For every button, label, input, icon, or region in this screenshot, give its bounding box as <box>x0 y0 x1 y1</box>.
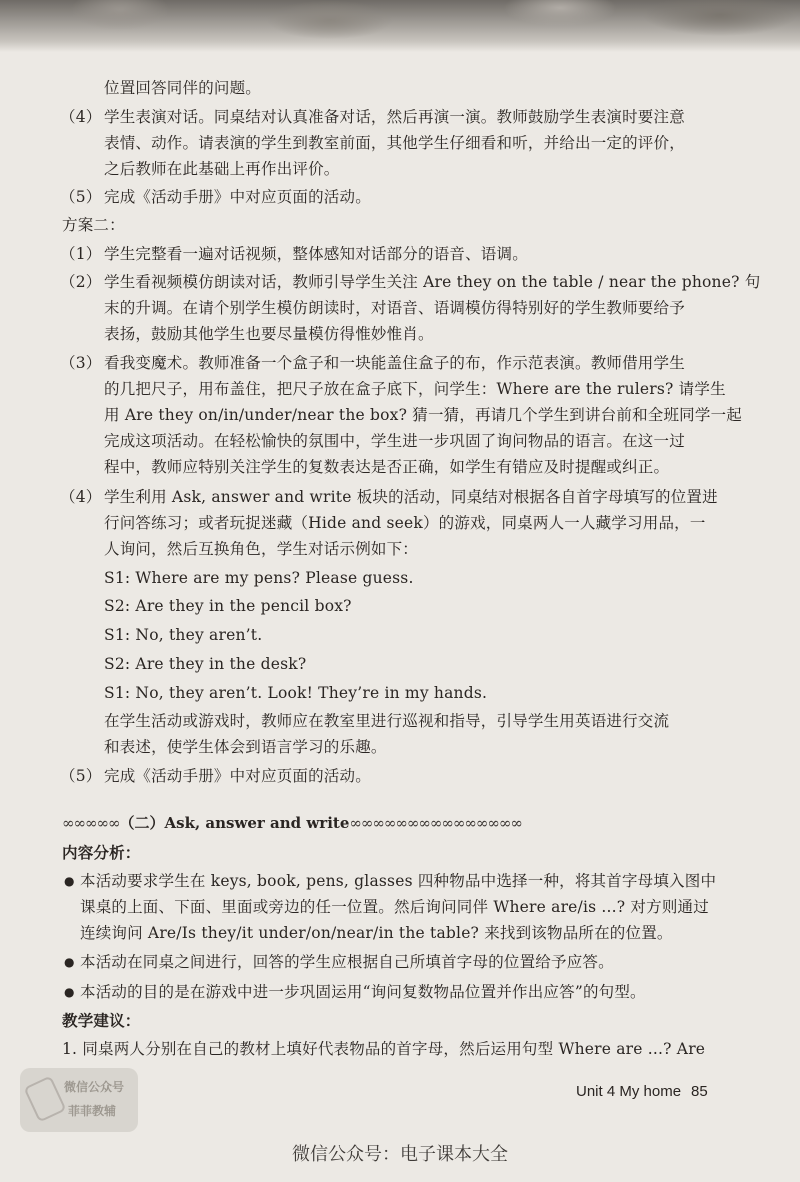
text-line <box>104 537 418 561</box>
text-line <box>104 131 685 155</box>
text-line <box>104 709 669 733</box>
line-text: 本活动的目的是在游戏中进一步巩固运用“询问复数物品位置并作出应答”的句型。 <box>80 983 646 1001</box>
bullet-icon: ● <box>64 985 75 999</box>
text-line <box>64 869 717 893</box>
line-text: 学生完整看一遍对话视频，整体感知对话部分的语音、语调。 <box>104 245 528 263</box>
line-text: 学生表演对话。同桌结对认真准备对话，然后再演一演。教师鼓励学生表演时要注意 <box>104 108 685 126</box>
text-line <box>104 403 742 427</box>
text-line <box>104 296 685 320</box>
text-line <box>104 594 352 618</box>
line-text: 完成《活动手册》中对应页面的活动。 <box>104 188 371 206</box>
text-line <box>62 841 141 865</box>
text-line <box>64 980 646 1004</box>
text-line <box>104 735 387 759</box>
text-line <box>60 242 528 266</box>
text-line <box>60 764 371 788</box>
watermark-badge <box>20 1068 138 1132</box>
line-text: S1: No, they aren’t. <box>104 626 263 644</box>
watermark-line2: 菲菲教辅 <box>68 1104 117 1118</box>
item-number: （4） <box>60 488 102 506</box>
line-text: 学生利用 Ask, answer and write 板块的活动，同桌结对根据各自首字母填写的位置进 <box>104 488 718 506</box>
text-line <box>104 681 487 705</box>
line-text: S1: Where are my pens? Please guess. <box>104 569 414 587</box>
line-text: 之后教师在此基础上再作出评价。 <box>104 160 340 178</box>
page-number: 85 <box>691 1083 708 1100</box>
line-text: 和表述，使学生体会到语言学习的乐趣。 <box>104 738 387 756</box>
line-text: 位置回答同伴的问题。 <box>104 79 262 97</box>
bottom-watermark: 微信公众号：电子课本大全 <box>292 1144 508 1165</box>
text-line <box>104 623 262 647</box>
line-text: 的几把尺子，用布盖住，把尺子放在盒子底下，问学生：Where are the rulers? 请学生 <box>104 380 726 398</box>
line-text: 连续询问 Are/Is they/it under/on/near/in the table? 来找到该物品所在的位置。 <box>80 924 673 942</box>
text-line <box>80 921 673 945</box>
line-text: 1. 同桌两人分别在自己的教材上填好代表物品的首字母，然后运用句型 Where are ...? Are <box>62 1040 706 1058</box>
line-text: 内容分析： <box>62 843 141 862</box>
line-text: 课桌的上面、下面、里面或旁边的任一位置。然后询问同伴 Where are/is ...? 对方则通过 <box>80 898 709 916</box>
line-text: 完成这项活动。在轻松愉快的氛围中，学生进一步巩固了询问物品的语言。在这一过 <box>104 432 685 450</box>
item-number: （5） <box>60 188 102 206</box>
text-line <box>60 105 685 129</box>
line-text: S2: Are they in the pencil box? <box>104 597 352 615</box>
text-line <box>62 1037 705 1061</box>
text-line <box>104 377 726 401</box>
watermark-line1: 微信公众号 <box>64 1080 125 1094</box>
line-text: 表情、动作。请表演的学生到教室前面，其他学生仔细看和听，并给出一定的评价， <box>104 134 685 152</box>
bullet-icon: ● <box>64 955 75 969</box>
line-text: 程中，教师应特别关注学生的复数表达是否正确，如学生有错应及时提醒或纠正。 <box>104 458 670 476</box>
pencil-icon <box>23 1075 66 1122</box>
text-line <box>60 485 718 509</box>
item-number: （1） <box>60 245 102 263</box>
line-text: 行问答练习；或者玩捉迷藏（Hide and seek）的游戏，同桌两人一人藏学习用品，一 <box>104 514 706 532</box>
line-text: S2: Are they in the desk? <box>104 655 307 673</box>
line-text: 用 Are they on/in/under/near the box? 猜一猜，再请几个学生到讲台前和全班同学一起 <box>104 406 742 424</box>
item-number: （3） <box>60 354 102 372</box>
bullet-icon: ● <box>64 874 75 888</box>
text-line <box>62 213 125 237</box>
line-text: 完成《活动手册》中对应页面的活动。 <box>104 767 371 785</box>
text-line <box>80 895 709 919</box>
text-line <box>104 652 306 676</box>
text-line <box>104 566 414 590</box>
line-text: 看我变魔术。教师准备一个盒子和一块能盖住盒子的布，作示范表演。教师借用学生 <box>104 354 685 372</box>
line-text: 人询问，然后互换角色，学生对话示例如下： <box>104 540 419 558</box>
line-text: S1: No, they aren’t. Look! They’re in my hands. <box>104 684 488 702</box>
text-line <box>104 322 434 346</box>
wave-decoration-left: ∞∞∞∞∞ <box>62 814 120 832</box>
item-number: （2） <box>60 273 102 291</box>
unit-label: Unit 4 My home <box>576 1083 682 1100</box>
line-text: 方案二： <box>62 216 125 234</box>
text-line <box>60 185 371 209</box>
line-text: 学生看视频模仿朗读对话，教师引导学生关注 Are they on the table / near the phone? 句 <box>104 273 761 291</box>
text-line <box>104 455 669 479</box>
item-number: （4） <box>60 108 102 126</box>
section-title: （二）Ask, answer and write <box>119 814 350 832</box>
text-line <box>60 351 685 375</box>
wave-decoration-right: ∞∞∞∞∞∞∞∞∞∞∞∞∞∞∞ <box>349 814 522 832</box>
page-footer <box>576 1083 708 1100</box>
line-text: 末的升调。在请个别学生模仿朗读时，对语音、语调模仿得特别好的学生教师要给予 <box>104 299 685 317</box>
line-text: 教学建议： <box>62 1011 141 1030</box>
line-text: 本活动在同桌之间进行，回答的学生应根据自己所填首字母的位置给予应答。 <box>80 953 614 971</box>
text-line <box>60 270 761 294</box>
line-text: 本活动要求学生在 keys, book, pens, glasses 四种物品中选择一种，将其首字母填入图中 <box>80 872 717 890</box>
text-line <box>64 950 614 974</box>
section-heading <box>62 812 522 833</box>
text-line <box>104 157 340 181</box>
text-line <box>104 76 261 100</box>
text-line <box>104 511 706 535</box>
item-number: （5） <box>60 767 102 785</box>
text-line <box>62 1009 141 1033</box>
text-line <box>104 429 685 453</box>
line-text: 表扬，鼓励其他学生也要尽量模仿得惟妙惟肖。 <box>104 325 434 343</box>
line-text: 在学生活动或游戏时，教师应在教室里进行巡视和指导，引导学生用英语进行交流 <box>104 712 670 730</box>
